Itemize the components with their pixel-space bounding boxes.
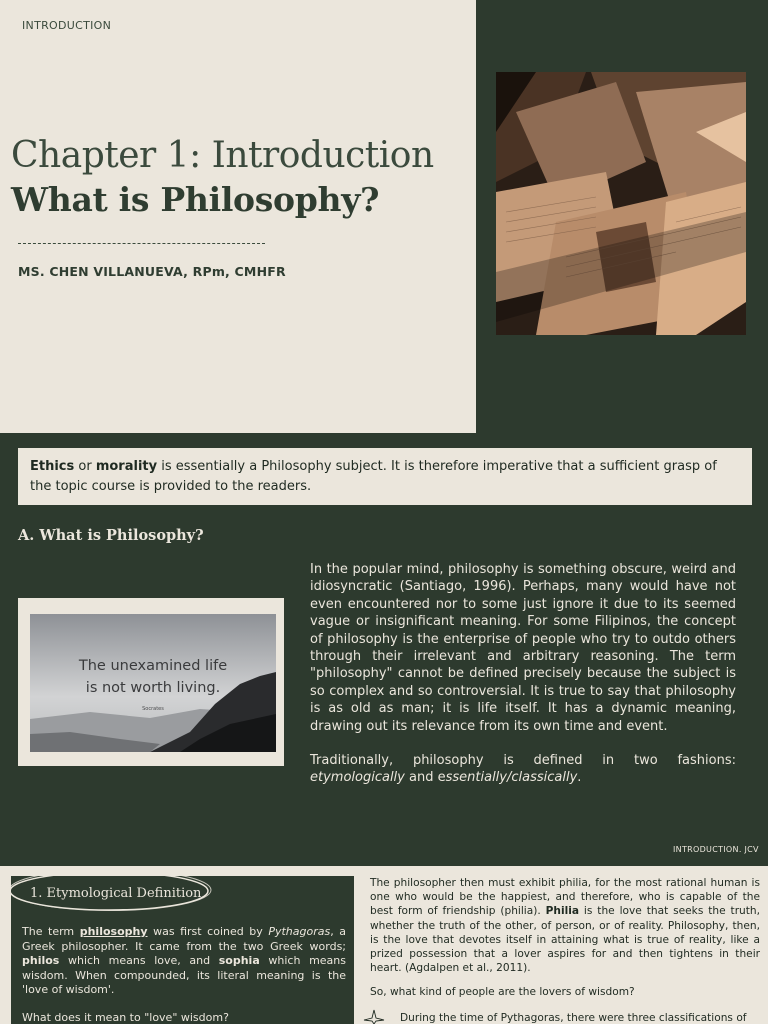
section-a-body [310, 561, 736, 804]
intro-box [18, 448, 752, 505]
section-heading: A. What is Philosophy? [18, 527, 204, 544]
etymology-heading: 1. Etymological Definition [30, 886, 202, 901]
quote-line-1: The unexamined life [78, 658, 228, 674]
intro-rest: is essentially a Philosophy subject. It is therefore imperative that a sufficient grasp of the topic course is provided to the readers. [30, 459, 717, 494]
divider [18, 243, 265, 244]
books-photo [496, 72, 746, 335]
section-a-paragraph-2: Traditionally, philosophy is defined in two fashions: etymologically and essentially/classically. [310, 753, 736, 786]
right-column [370, 876, 760, 1010]
right-paragraph-2: So, what kind of people are the lovers of wisdom? [370, 986, 635, 999]
quote-frame [18, 598, 284, 766]
quote-image [30, 614, 276, 752]
section-a-paragraph-1: In the popular mind, philosophy is something obscure, weird and idiosyncratic (Santiago, 1996). Perhaps, many would have not even encountered nor to some just ignore it due to its seemed vague or insignificant meaning. For some Filipinos, the concept of philosophy is the enterprise of people who try to outdo others through their irrelevant and arbitrary reasoning. The term "philosophy" cannot be defined precisely because the subject is so complex and so controversial. It is true to say that philosophy is as old as man; it is life itself. It has a dynamic meaning, drawing out its relevance from its own time and event. [310, 562, 736, 734]
chapter-title: Chapter 1: Introduction [11, 135, 434, 176]
etymology-question: What does it mean to "love" wisdom? [22, 1011, 229, 1024]
intro-or: or [74, 459, 96, 474]
footer-label: INTRODUCTION. JCV [673, 845, 759, 854]
etymology-text: The term philosophy was first coined by Pythagoras, a Greek philosopher. It came from the two Greek words; philos which means love, and sophia which means wisdom. When compounded, its literal meaning is the 'love of wisdom'. [22, 925, 347, 996]
chapter-subtitle: What is Philosophy? [11, 180, 380, 219]
quote-line-2: is not worth living. [85, 680, 221, 696]
section-label: INTRODUCTION [22, 19, 112, 32]
title-panel [0, 0, 476, 433]
quote-attribution: Socrates [142, 706, 164, 712]
term-morality: morality [95, 459, 158, 474]
star-icon [362, 1008, 386, 1024]
author-name: MS. CHEN VILLANUEVA, RPm, CMHFR [18, 264, 286, 279]
right-paragraph-3: During the time of Pythagoras, there were three classifications of [400, 1012, 747, 1024]
right-paragraph-1: The philosopher then must exhibit philia, for the most rational human is one who would be the happiest, and therefore, who is capable of the best form of friendship (philia). Philia is the love that seeks the truth, whether the truth of the other, of person, or of reality. Philosophy, then, is the love that devotes itself in attaining what is true of reality, like a prized possession that a lover aspires for and then tightens in their heart. (Agdalpen et al., 2011). [370, 877, 760, 975]
term-ethics: Ethics [30, 459, 75, 474]
